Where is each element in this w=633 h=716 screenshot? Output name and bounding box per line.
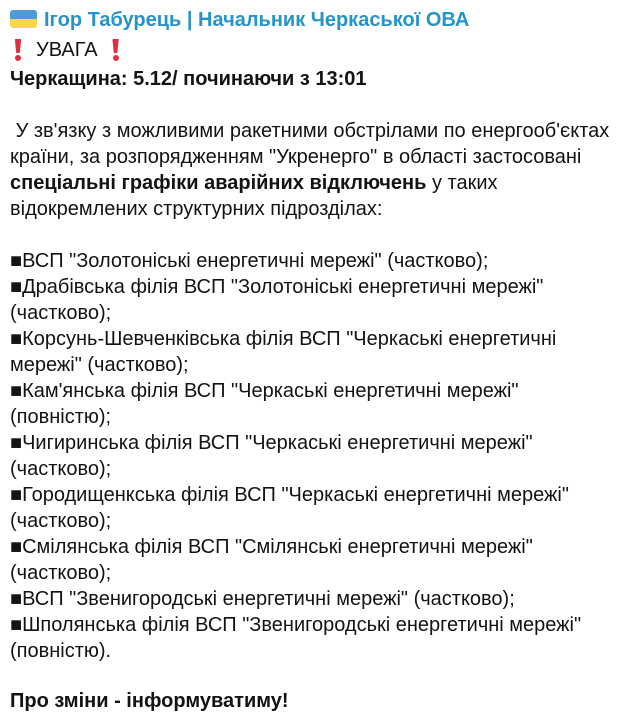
list-item: ■Корсунь-Шевченківська філія ВСП "Черкаські енергетичні мережі" (частково); [10, 328, 557, 376]
red-exclamation-icon [12, 39, 24, 61]
announcement-paragraph [10, 118, 623, 222]
warning-label: УВАГА [36, 39, 98, 61]
list-item: ■Шполянська філія ВСП "Звенигородські енергетичні мережі" (повністю). [10, 614, 582, 662]
list-item: ■Смілянська філія ВСП "Смілянські енергетичні мережі" (частково); [10, 536, 533, 584]
list-item: ■Чигиринська філія ВСП "Черкаські енергетичні мережі" (частково); [10, 432, 533, 480]
list-item: ■ВСП "Золотоніські енергетичні мережі" (частково); [10, 250, 489, 272]
outage-list [10, 248, 623, 664]
list-item: ■ВСП "Звенигородські енергетичні мережі" (частково); [10, 588, 515, 610]
warning-line [10, 36, 623, 64]
list-item: ■Городищенкська філія ВСП "Черкаські енергетичні мережі" (частково); [10, 484, 569, 532]
paragraph-bold: спеціальні графіки аварійних відключень [10, 172, 427, 194]
paragraph-part3: у таких відокремлених структурних підрозділах: [10, 172, 504, 220]
post-header [10, 6, 623, 34]
list-item: ■Драбівська філія ВСП "Золотоніські енергетичні мережі" (частково); [10, 276, 544, 324]
red-exclamation-icon [110, 39, 122, 61]
schedule-line: Черкащина: 5.12/ починаючи з 13:01 [10, 68, 367, 90]
paragraph-part1: У зв'язку з можливими ракетними обстрілами по енергооб'єктах країни, за розпорядженням "Укренерго" в області застосовані [10, 120, 615, 168]
list-item: ■Кам'янська філія ВСП "Черкаські енергетичні мережі" (повністю); [10, 380, 519, 428]
channel-link[interactable]: Ігор Табурець | Начальник Черкаської ОВА [44, 9, 470, 31]
ukraine-flag-icon [10, 10, 37, 28]
footer-note: Про зміни - інформуватиму! [10, 690, 289, 712]
